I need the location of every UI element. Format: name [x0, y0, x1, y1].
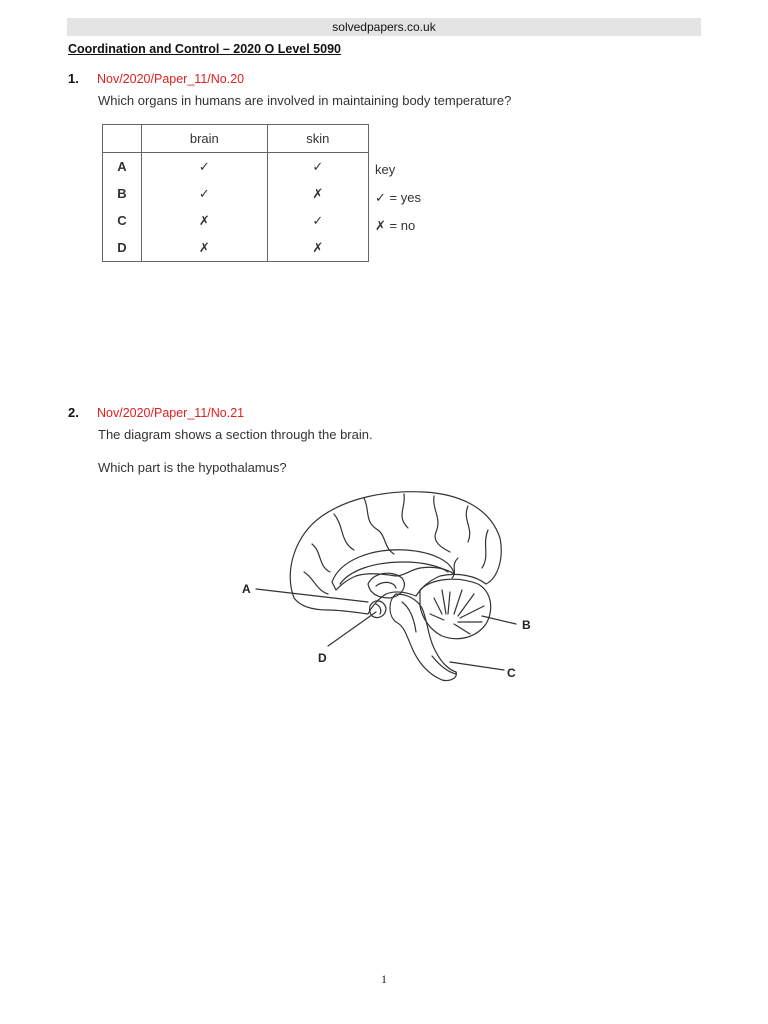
brain-cell: ✗ [142, 207, 268, 234]
option-letter: A [103, 153, 142, 181]
option-letter: B [103, 180, 142, 207]
option-letter: D [103, 234, 142, 262]
key-no: ✗ = no [375, 218, 416, 233]
skin-cell: ✓ [267, 207, 368, 234]
label-c-line [450, 662, 504, 670]
question-2-text: The diagram shows a section through the brain. [98, 427, 373, 442]
answer-table [102, 124, 369, 262]
skin-cell: ✓ [267, 153, 368, 181]
label-d: D [318, 651, 327, 665]
table-row [103, 207, 369, 234]
label-c: C [507, 666, 516, 680]
table-row [103, 234, 369, 262]
page-number: 1 [381, 972, 387, 986]
brain-cell: ✓ [142, 153, 268, 181]
question-2-number: 2. [68, 405, 79, 420]
site-header: solvedpapers.co.uk [67, 18, 701, 36]
brain-cell: ✗ [142, 234, 268, 262]
label-d-line [328, 612, 376, 646]
label-a-line [256, 589, 368, 602]
table-header-brain: brain [142, 125, 268, 153]
label-b: B [522, 618, 531, 632]
question-2-prompt: Which part is the hypothalamus? [98, 460, 287, 475]
answer-key [375, 160, 421, 244]
key-yes: ✓ = yes [375, 190, 421, 205]
skin-cell: ✗ [267, 234, 368, 262]
option-letter: C [103, 207, 142, 234]
question-1-number: 1. [68, 71, 79, 86]
table-header-skin: skin [267, 125, 368, 153]
brain-section-diagram [236, 486, 546, 686]
table-header-row [103, 125, 369, 153]
brain-cell: ✓ [142, 180, 268, 207]
table-header-blank [103, 125, 142, 153]
table-row [103, 180, 369, 207]
question-1-text: Which organs in humans are involved in maintaining body temperature? [98, 93, 512, 108]
document-title: Coordination and Control – 2020 O Level 5090 [68, 42, 341, 56]
cerebrum-outline [290, 492, 501, 614]
question-1-reference: Nov/2020/Paper_11/No.20 [97, 72, 245, 86]
key-label: key [375, 162, 396, 177]
question-2-reference: Nov/2020/Paper_11/No.21 [97, 406, 245, 420]
skin-cell: ✗ [267, 180, 368, 207]
table-row [103, 153, 369, 181]
label-a: A [242, 582, 251, 596]
